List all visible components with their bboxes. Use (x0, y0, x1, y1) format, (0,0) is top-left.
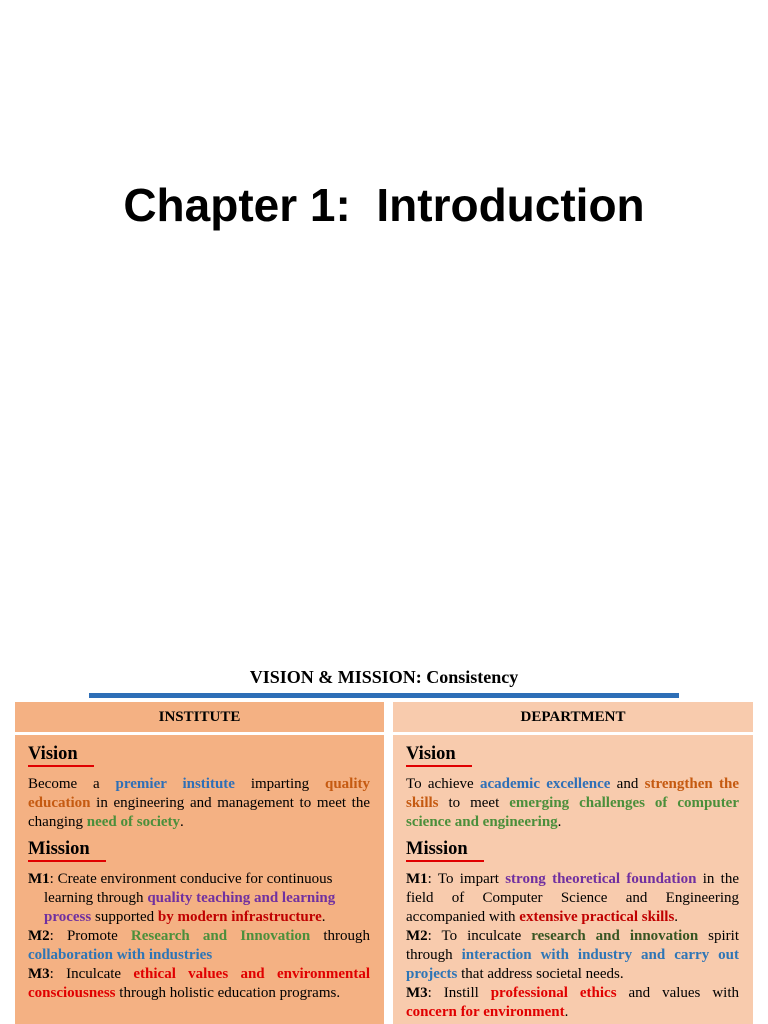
department-header: DEPARTMENT (393, 702, 753, 735)
institute-mission-title: Mission (28, 838, 106, 862)
department-body (393, 735, 753, 1022)
department-mission-m1: M1: To impart strong theoretical foundation in the field of Computer Science and Engineering accompanied with extensive practical skills. (406, 871, 739, 925)
institute-body (15, 735, 384, 1003)
department-mission-m2: M2: To inculcate research and innovation spirit through interaction with industry and carry out projects that address societal needs. (406, 928, 739, 982)
chapter-title: Chapter 1: Introduction (123, 179, 645, 231)
institute-mission-m3: M3: Inculcate ethical values and environmental consciousness through holistic education programs. (28, 966, 370, 1001)
department-vision-text: To achieve academic excellence and strengthen the skills to meet emerging challenges of computer science and engineering. (406, 776, 739, 830)
institute-panel (15, 702, 384, 1024)
institute-mission-m2: M2: Promote Research and Innovation through collaboration with industries (28, 928, 370, 963)
department-vision-title: Vision (406, 743, 472, 767)
department-mission-title: Mission (406, 838, 484, 862)
department-mission-m3: M3: Instill professional ethics and values with concern for environment. (406, 985, 739, 1020)
vision-mission-heading: VISION & MISSION: Consistency (249, 667, 519, 687)
institute-header: INSTITUTE (15, 702, 384, 735)
department-panel (393, 702, 753, 1024)
heading-underline (89, 693, 679, 698)
institute-vision-title: Vision (28, 743, 94, 767)
institute-mission-m1: M1: Create environment conducive for continuous learning through quality teaching and learning process supported by modern infrastructure. (28, 871, 336, 925)
institute-vision-text: Become a premier institute imparting quality education in engineering and management to meet the changing need of society. (28, 776, 371, 830)
